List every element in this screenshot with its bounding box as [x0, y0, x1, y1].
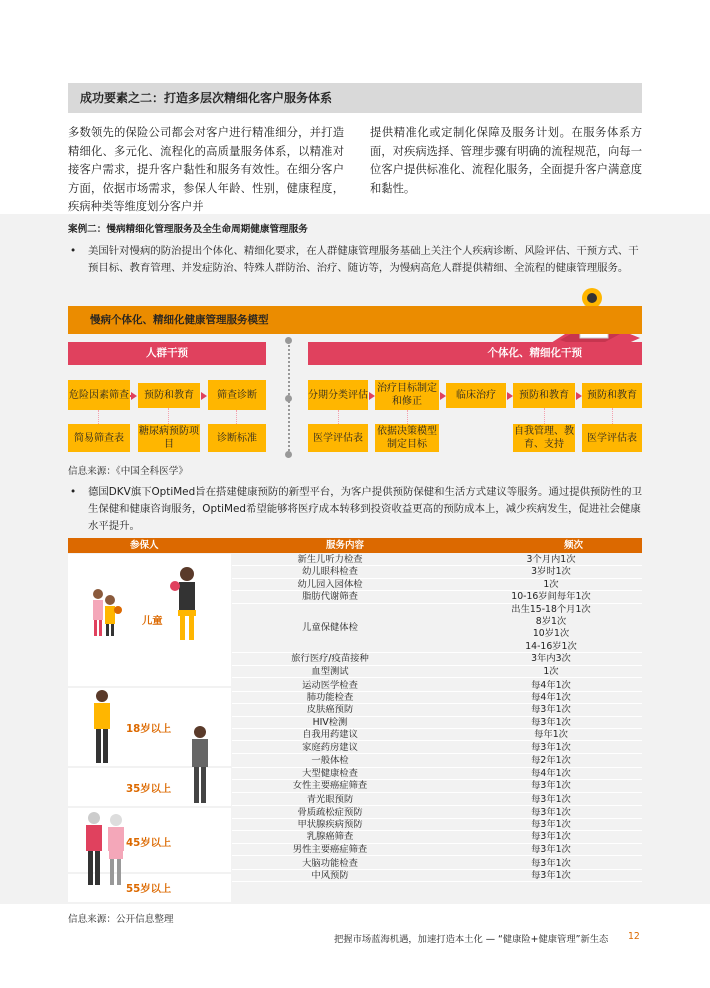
- connector: [168, 408, 169, 424]
- service-cell: 男性主要癌症筛查: [292, 843, 368, 855]
- service-cell: 幼儿眼科检查: [302, 566, 358, 578]
- step-prevention-education: 预防和教育: [138, 383, 200, 408]
- service-cell: HIV检测: [312, 716, 348, 728]
- table-row: [232, 807, 642, 819]
- frequency-cell: 每3年1次: [531, 831, 571, 843]
- group-label-45: 45岁以上: [126, 837, 172, 849]
- bullet-germany: [70, 484, 642, 538]
- table-row: [232, 844, 642, 856]
- frequency-cell: 1次: [543, 578, 559, 590]
- step-prevention-education-2: 预防和教育: [513, 383, 575, 408]
- divider-dot-bottom: [285, 451, 292, 458]
- frequency-cell: 10岁1次: [532, 628, 570, 640]
- service-cell: 自我用药建议: [302, 729, 358, 741]
- arrow-icon: [131, 392, 137, 400]
- service-cell: 乳腺癌筛查: [306, 831, 354, 843]
- connector: [338, 410, 339, 424]
- step-screening-diagnosis: 筛查诊断: [208, 380, 266, 410]
- table-row: [232, 666, 642, 678]
- page-footer: 把握市场蓝海机遇，加速打造本土化 — “健康险+健康管理”新生态: [334, 934, 609, 945]
- section-heading: 成功要素之二：打造多层次精细化客户服务体系: [68, 83, 642, 113]
- frequency-cell: 每4年1次: [531, 691, 571, 703]
- tool-diabetes-program: 糖尿病预防项目: [139, 426, 199, 450]
- connector: [236, 410, 237, 424]
- seniors-illustration: [82, 812, 132, 888]
- connector: [612, 408, 613, 424]
- service-cell: 脂肪代谢筛查: [302, 591, 358, 603]
- bullet-text: 德国DKV旗下OptiMed旨在搭建健康预防的新型平台，为客户提供预防保健和生活方式建议等服务。通过提供预防性的卫生保健和健康咨询服务，OptiMed希望能够将医疗成本转移到投资收益更高的预防成本上，减少疾病发生，促进社会健康水平提升。: [88, 486, 642, 532]
- individual-intervention-header: 个体化、精细化干预: [308, 342, 642, 365]
- header-insured: 参保人: [130, 540, 159, 551]
- arrow-icon: [576, 392, 582, 400]
- family-illustration: [84, 564, 204, 644]
- tool-self-management: 自我管理、教育、支持: [514, 426, 574, 450]
- group-label-55: 55岁以上: [126, 883, 172, 895]
- tool-decision-model: 依据决策模型制定目标: [377, 426, 437, 450]
- table-row: [232, 579, 642, 591]
- service-cell: 旅行医疗/疫苗接种: [291, 653, 369, 665]
- source-note-2: 信息来源：公开信息整理: [68, 914, 174, 925]
- frequency-cell: 每4年1次: [531, 767, 571, 779]
- step-clinical-treatment: 临床治疗: [446, 383, 506, 408]
- divider-dot-mid: [285, 395, 292, 402]
- bullet-text: 美国针对慢病的防治提出个体化、精细化要求，在人群健康管理服务基础上关注个人疾病诊断、风险评估、干预方式、干预目标、教育管理、并发症防治、特殊人群防治、治疗、随访等，为慢病高危人群提供精细、全流程的健康管理服务。: [88, 245, 639, 274]
- table-row: [232, 692, 642, 704]
- service-cell: 肺功能检查: [306, 691, 354, 703]
- service-cell: 青光眼预防: [306, 794, 354, 806]
- header-service: 服务内容: [326, 540, 365, 551]
- table-row: [232, 794, 642, 806]
- table-row: [232, 768, 642, 780]
- arrow-icon: [369, 392, 375, 400]
- table-row: [232, 566, 642, 578]
- table-row: [232, 858, 642, 870]
- frequency-cell: 每3年1次: [531, 843, 571, 855]
- service-cell: 家庭药房建议: [302, 741, 358, 753]
- table-row: [232, 729, 642, 741]
- connector: [407, 410, 408, 424]
- table-row: [232, 831, 642, 843]
- frequency-cell: 8岁1次: [535, 615, 567, 627]
- service-cell: 一般体检: [311, 755, 349, 767]
- service-cell: 女性主要癌症筛查: [292, 780, 368, 792]
- table-row: [232, 742, 642, 754]
- frequency-cell: 每4年1次: [531, 679, 571, 691]
- service-cell: 皮肤癌预防: [306, 704, 354, 716]
- arrow-icon: [440, 392, 446, 400]
- arrow-icon: [507, 392, 513, 400]
- frequency-cell: 每3年1次: [531, 857, 571, 869]
- step-risk-screening: 危险因素筛查: [68, 380, 130, 410]
- step-goal-setting: 治疗目标制定和修正: [375, 380, 439, 410]
- case-title: 案例二：慢病精细化管理服务及全生命周期健康管理服务: [68, 224, 308, 235]
- arrow-icon: [201, 392, 207, 400]
- table-row: [232, 591, 642, 603]
- frequency-cell: 每3年1次: [531, 741, 571, 753]
- bullet-dot: •: [70, 486, 77, 498]
- service-cell: 大型健康检查: [302, 767, 358, 779]
- tool-medical-assessment: 医学评估表: [308, 424, 368, 452]
- divider-dot-top: [285, 337, 292, 344]
- frequency-cell: 每3年1次: [531, 716, 571, 728]
- step-prevention-education-3: 预防和教育: [582, 383, 642, 408]
- service-cell: 幼儿园入园体检: [297, 578, 363, 590]
- frequency-cell: 14-16岁1次: [525, 640, 577, 652]
- frequency-cell: 3个月内1次: [526, 554, 576, 565]
- table-row: [232, 780, 642, 792]
- service-cell: 血型测试: [311, 665, 349, 677]
- frequency-cell: 每3年1次: [531, 818, 571, 830]
- table-row: [232, 653, 642, 665]
- table-row: [232, 755, 642, 767]
- group-label-35: 35岁以上: [126, 783, 172, 795]
- intro-left-column: 多数领先的保险公司都会对客户进行精准细分，并打造精细化、多元化、流程化的高质量服务体系，以精准对接客户需求，提升客户黏性和服务有效性。在细分客户方面，依据市场需求，参保人年龄、性别，健康程度，疾病种类等维度划分客户并: [68, 126, 344, 213]
- frequency-cell: 10-16岁间每年1次: [511, 591, 591, 603]
- population-intervention-header: 人群干预: [68, 342, 266, 365]
- frequency-cell: 1次: [543, 665, 559, 677]
- connector: [98, 410, 99, 424]
- frequency-cell: 3年内3次: [531, 653, 571, 665]
- header-frequency: 频次: [564, 540, 584, 551]
- group-label-children: 儿童: [142, 615, 163, 627]
- adults-illustration: [88, 688, 218, 808]
- table-header: [68, 538, 642, 553]
- connector: [544, 408, 545, 424]
- service-cell: 儿童保健体检: [302, 622, 358, 634]
- page-number: 12: [628, 931, 640, 942]
- table-row: [232, 819, 642, 831]
- table-row: [232, 554, 642, 566]
- frequency-cell: 每年1次: [534, 729, 568, 741]
- service-cell: 中风预防: [311, 870, 349, 881]
- table-row: [232, 680, 642, 692]
- model-title-bar: 慢病个体化、精细化健康管理服务模型: [68, 306, 642, 334]
- table-row: [232, 604, 642, 654]
- frequency-cell: 每3年1次: [531, 704, 571, 716]
- table-row: [232, 870, 642, 882]
- group-label-18: 18岁以上: [126, 723, 172, 735]
- frequency-cell: 每3年1次: [531, 794, 571, 806]
- frequency-cell: 每2年1次: [531, 755, 571, 767]
- service-cell: 运动医学检查: [302, 679, 358, 691]
- tool-medical-assessment-2: 医学评估表: [582, 424, 642, 452]
- frequency-cell: 出生15-18个月1次: [511, 603, 591, 615]
- frequency-cell: 每3年1次: [531, 870, 571, 881]
- service-cell: 骨质疏松症预防: [297, 806, 363, 818]
- service-cell: 甲状腺疾病预防: [297, 818, 363, 830]
- table-row: [232, 717, 642, 729]
- intro-right-column: 提供精准化或定制化保障及服务计划。在服务体系方面，对疾病选择、管理步骤有明确的流程规范，向每一位客户提供标准化、流程化服务，全面提升客户满意度和黏性。: [370, 126, 642, 195]
- bullet-dot: •: [70, 245, 77, 257]
- frequency-cell: 3岁时1次: [531, 566, 571, 578]
- table-row: [232, 704, 642, 716]
- tool-diagnosis-criteria: 诊断标准: [208, 424, 266, 452]
- frequency-cell: 每3年1次: [531, 806, 571, 818]
- service-cell: 新生儿听力检查: [297, 554, 363, 565]
- source-note-1: 信息来源：《中国全科医学》: [68, 466, 188, 477]
- step-staging-assessment: 分期分类评估: [308, 380, 368, 410]
- frequency-cell: 每3年1次: [531, 780, 571, 792]
- service-cell: 大脑功能检查: [302, 857, 358, 869]
- tool-simple-screening: 简易筛查表: [68, 424, 130, 452]
